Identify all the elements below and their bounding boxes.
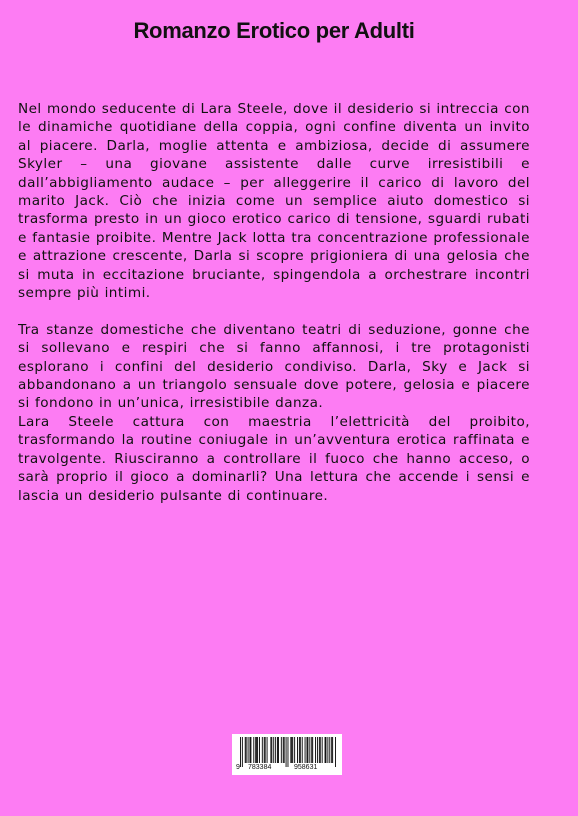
barcode-bar (291, 737, 292, 763)
back-cover-synopsis (18, 100, 530, 505)
barcode-bar (331, 737, 332, 763)
barcode-bar (259, 737, 260, 763)
barcode-bar (305, 737, 306, 763)
barcode-bar (302, 737, 303, 763)
barcode-bar (273, 737, 274, 763)
barcode-right-group: 958631 (294, 764, 318, 771)
barcode-bar (283, 737, 284, 763)
barcode-bar (322, 737, 323, 763)
synopsis-paragraph: Lara Steele cattura con maestria l’elettricità del proibito, trasformando la routine coniugale in un’avventura erotica raffinata e travolgente. Riusciranno a controllare il fuoco che hanno acceso, o sarà proprio il gioco a dominarli? Una lettura che accende i sensi e lascia un desiderio pulsante di continuare. (18, 413, 530, 504)
barcode-bar (300, 737, 301, 763)
barcode-bar (290, 737, 291, 763)
barcode-bar (262, 737, 263, 763)
barcode-bar (253, 737, 254, 763)
barcode-bar (281, 737, 282, 763)
synopsis-paragraph: Nel mondo seducente di Lara Steele, dove il desiderio si intreccia con le dinamiche quotidiane della coppia, ogni confine diventa un invito al piacere. Darla, moglie attenta e ambiziosa, decide di assumere Skyler – una giovane assistente dalle curve irresistibili e dall’abbigliamento audace – per alleggerire il carico di lavoro del marito Jack. Ciò che inizia come un semplice aiuto domestico si trasforma presto in un gioco erotico carico di tensione, sguardi rubati e fantasie proibite. Mentre Jack lotta tra concentrazione professionale e attrazione crescente, Darla si scopre prigioniera di una gelosia che si muta in eccitazione bruciante, spingendola a orchestrare incontri sempre più intimi. (18, 101, 530, 302)
barcode-bar (320, 737, 321, 763)
barcode-bar (267, 737, 268, 763)
barcode-bar (264, 737, 265, 763)
barcode-bar (271, 737, 272, 763)
barcode-bar (332, 737, 333, 763)
barcode-bar (294, 737, 295, 763)
barcode-bar (250, 737, 251, 763)
barcode-bar (277, 737, 278, 763)
book-title: Romanzo Erotico per Adulti (133, 18, 415, 43)
barcode-left-group: 783384 (248, 764, 272, 771)
barcode-bar (270, 737, 271, 763)
synopsis-paragraph: Tra stanze domestiche che diventano teatri di seduzione, gonne che si sollevano e respiri che si fanno affannosi, i tre protagonisti esplorano i confini del desiderio condiviso. Darla, Sky e Jack si abbandonano a un triangolo sensuale dove potere, gelosia e piacere si fondono in un’unica, irresistibile danza. (18, 321, 530, 412)
barcode-bar (255, 737, 256, 763)
barcode-bar (312, 737, 313, 763)
barcode-bar (257, 737, 258, 763)
barcode-bar (327, 737, 328, 763)
barcode-bar (250, 737, 251, 763)
barcode-prefix-digit: 9 (236, 764, 240, 771)
barcode-bar (319, 737, 320, 763)
barcode-bar (246, 737, 247, 763)
barcode-bar (278, 737, 279, 763)
barcode-bar (265, 737, 266, 763)
barcode-bar (292, 737, 293, 763)
barcode-bar (309, 737, 310, 763)
barcode-bar (325, 737, 326, 763)
barcode-bar (307, 737, 308, 763)
barcode-bar (311, 737, 312, 763)
barcode-bar (317, 737, 318, 763)
barcode-bar (284, 737, 285, 763)
barcode-bar (297, 737, 298, 763)
barcode-digits (232, 763, 342, 773)
isbn-barcode (232, 734, 342, 775)
barcode-bar (256, 737, 257, 763)
barcode-bar (315, 737, 316, 763)
barcode-bar (245, 737, 246, 763)
barcode-bar (329, 737, 330, 763)
barcode-bar (299, 737, 300, 763)
barcode-bar (326, 737, 327, 763)
barcode-bar (307, 737, 308, 763)
barcode-bar (248, 737, 249, 763)
barcode-bar (275, 737, 276, 763)
